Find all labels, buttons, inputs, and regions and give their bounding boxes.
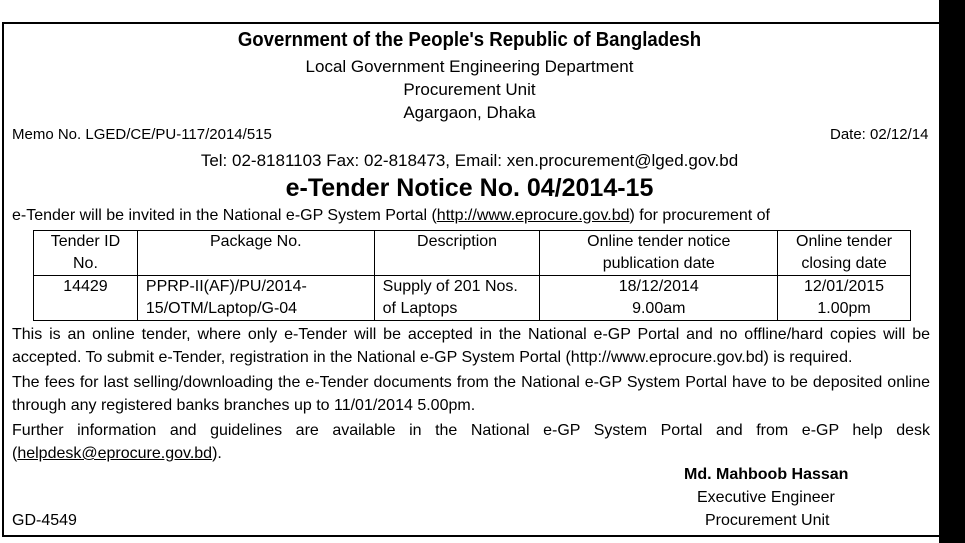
cell-description: Supply of 201 Nos. of Laptops bbox=[374, 276, 540, 321]
header-tender-id: Tender ID No. bbox=[34, 231, 138, 276]
location: Agargaon, Dhaka bbox=[403, 103, 536, 122]
cell-closing-date: 12/01/2015 1.00pm bbox=[778, 276, 911, 321]
signatory-title: Executive Engineer bbox=[697, 489, 835, 506]
department-name: Local Government Engineering Department bbox=[305, 57, 634, 76]
header-publication-date: Online tender notice publication date bbox=[540, 231, 778, 276]
paragraph-fees: The fees for last selling/downloading the e-Tender documents from the National e-GP System Portal have to be deposited online through any registered banks branches up to 11/01/2014 5.00pm. bbox=[12, 374, 930, 414]
further-info-suffix: ). bbox=[212, 445, 222, 462]
memo-number: Memo No. LGED/CE/PU-117/2014/515 bbox=[12, 126, 272, 143]
header-package-no: Package No. bbox=[137, 231, 374, 276]
tender-table bbox=[33, 230, 911, 321]
government-heading: Government of the People's Republic of Bangladesh bbox=[237, 29, 702, 51]
invitation-suffix: ) for procurement of bbox=[629, 207, 770, 224]
table-row bbox=[34, 276, 911, 321]
helpdesk-email-link[interactable]: helpdesk@eprocure.gov.bd bbox=[17, 445, 213, 462]
further-info-text: Further information and guidelines are available in the National e-GP System Portal and from e-GP help desk ( bbox=[12, 422, 930, 462]
notice-title: e-Tender Notice No. 04/2014-15 bbox=[285, 174, 654, 202]
cell-tender-id: 14429 bbox=[34, 276, 138, 321]
right-edge-bar bbox=[939, 0, 965, 543]
table-header-row bbox=[34, 231, 911, 276]
invitation-prefix: e-Tender will be invited in the National e-GP System Portal ( bbox=[12, 207, 437, 224]
cell-package-no: PPRP-II(AF)/PU/2014- 15/OTM/Laptop/G-04 bbox=[137, 276, 374, 321]
notice-date: Date: 02/12/14 bbox=[830, 126, 929, 143]
paragraph-online-tender: This is an online tender, where only e-Tender will be accepted in the National e-GP Portal and no offline/hard copies will be accepted. To submit e-Tender, registration in the National e-GP System Portal (http://www.eprocure.gov.bd) is required. bbox=[12, 326, 930, 366]
gd-number: GD-4549 bbox=[12, 512, 77, 529]
invitation-line bbox=[12, 207, 770, 225]
paragraph-further-info bbox=[12, 419, 930, 465]
unit-name: Procurement Unit bbox=[403, 80, 536, 99]
signatory-name: Md. Mahboob Hassan bbox=[684, 466, 849, 483]
header-description: Description bbox=[374, 231, 540, 276]
cell-publication-date: 18/12/2014 9.00am bbox=[540, 276, 778, 321]
eprocure-link[interactable]: http://www.eprocure.gov.bd bbox=[436, 207, 630, 224]
top-margin bbox=[0, 0, 939, 22]
contact-line: Tel: 02-8181103 Fax: 02-818473, Email: xen.procurement@lged.gov.bd bbox=[200, 151, 739, 170]
bottom-margin bbox=[0, 537, 939, 543]
signatory-unit: Procurement Unit bbox=[705, 512, 830, 529]
header-closing-date: Online tender closing date bbox=[778, 231, 911, 276]
